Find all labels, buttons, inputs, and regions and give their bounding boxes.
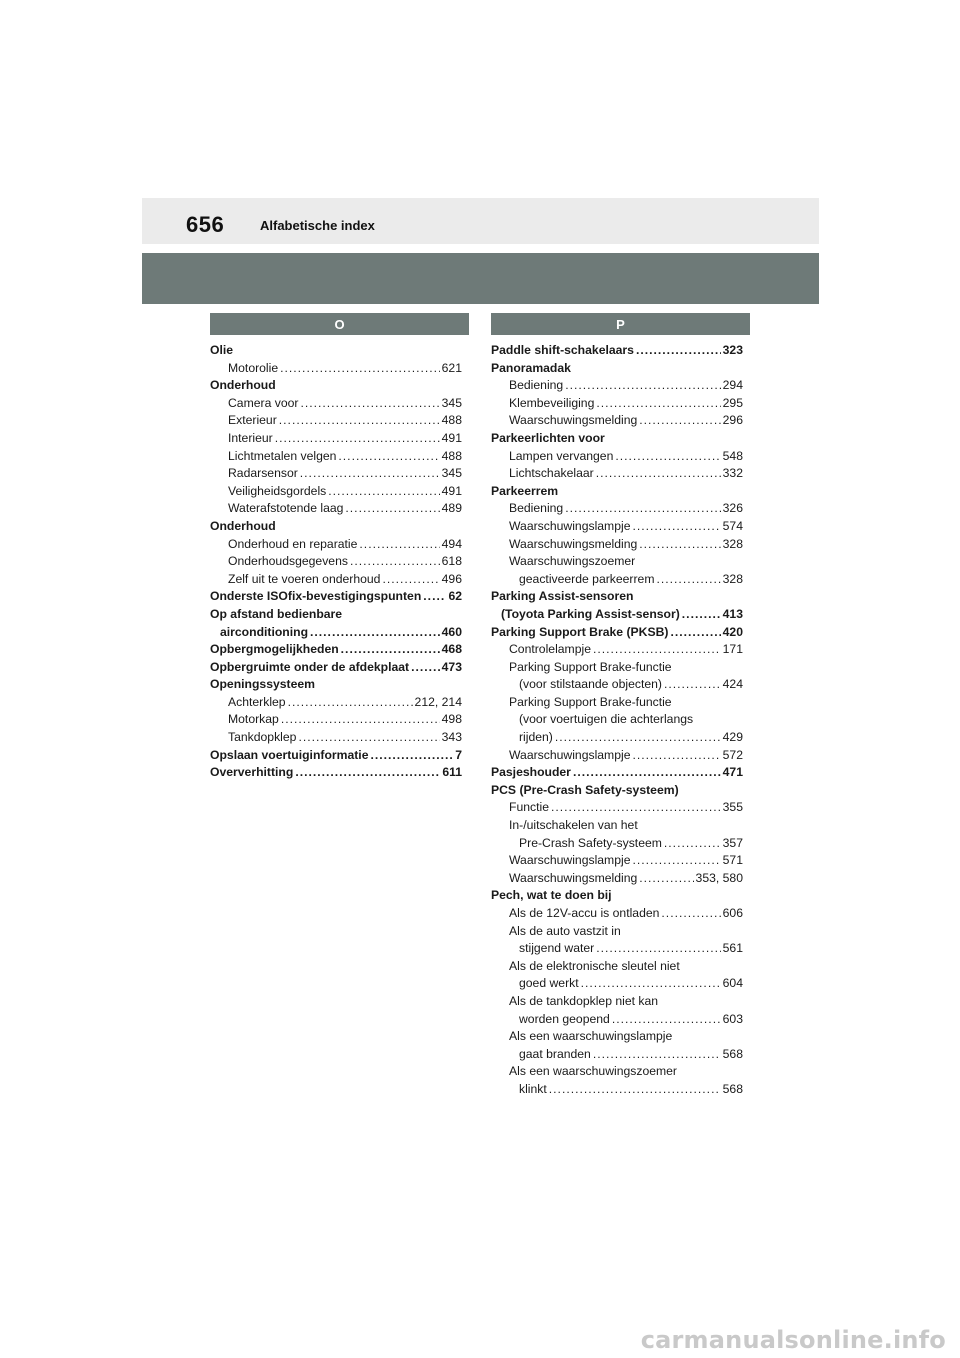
index-entry [491,430,743,448]
index-entry [491,518,743,536]
entry-text: Klembeveiliging [509,395,595,410]
index-entry [491,1028,743,1046]
index-entry [491,1011,743,1029]
dot-leader [298,729,439,747]
entry-text: Als een waarschuwingslampje [509,1029,673,1044]
entry-page-number: 332 [722,466,743,481]
dot-leader [328,483,439,501]
entry-page-number: 7 [455,747,462,762]
entry-page-number: 62 [448,589,462,604]
entry-text: rijden) [519,730,553,745]
entry-page-number: 345 [441,466,462,481]
entry-text: Waarschuwingslampje [509,747,631,762]
entry-text: Bediening [509,501,564,516]
index-entry [491,342,743,360]
index-entry [210,518,462,536]
dot-leader [300,465,440,483]
letter-heading-p: P [491,313,750,335]
entry-text: Parking Assist-sensoren [491,589,634,604]
dot-leader [345,500,439,518]
index-entry [210,448,462,466]
entry-text: Pasjeshouder [491,765,571,780]
dot-leader [632,747,720,765]
entry-text: Parking Support Brake-functie [509,694,672,709]
index-entry [491,360,743,378]
entry-page-number: 604 [722,976,743,991]
dot-leader [341,641,440,659]
dot-leader [370,747,453,765]
index-entry [491,465,743,483]
index-entry [210,694,462,712]
dot-leader [573,764,721,782]
index-entry [491,887,743,905]
index-entry [491,782,743,800]
entry-page-number: 424 [722,677,743,692]
entry-page-number: 571 [722,853,743,868]
entry-page-number: 355 [722,800,743,815]
entry-page-number: 295 [722,395,743,410]
index-entry [210,588,462,606]
dot-leader [350,553,440,571]
entry-text: Waarschuwingsmelding [509,870,638,885]
dot-leader [596,465,721,483]
index-entry [210,711,462,729]
entry-text: Exterieur [228,413,277,428]
entry-text: Opbergmogelijkheden [210,642,339,657]
dot-leader [549,1081,721,1099]
entry-page-number: 171 [722,642,743,657]
entry-text: Parking Support Brake (PKSB) [491,624,669,639]
entry-page-number: 621 [441,360,462,375]
dot-leader [310,624,440,642]
index-entry [491,395,743,413]
dot-leader [411,659,440,677]
index-entry [210,536,462,554]
entry-text: geactiveerde parkeerrem [519,571,655,586]
index-entry [491,729,743,747]
entry-text: Bediening [509,378,564,393]
letter-heading-o: O [210,313,469,335]
entry-page-number: 491 [441,430,462,445]
index-entry [491,659,743,677]
entry-page-number: 603 [722,1011,743,1026]
dot-leader [636,342,721,360]
index-entry [491,412,743,430]
index-entry [491,940,743,958]
entry-page-number: 572 [722,747,743,762]
index-entry [210,729,462,747]
index-entry [491,694,743,712]
index-entry [210,500,462,518]
entry-page-number: 491 [441,483,462,498]
dot-leader [300,395,439,413]
index-entry [210,430,462,448]
dot-leader [423,588,446,606]
index-entry [210,676,462,694]
entry-text: Functie [509,800,549,815]
dot-leader [639,412,720,430]
index-entry [210,483,462,501]
entry-page-number: 568 [722,1046,743,1061]
entry-text: Als de auto vastzit in [509,923,621,938]
page-number: 656 [186,212,225,237]
index-entry [491,905,743,923]
index-entry [491,641,743,659]
entry-text: Lampen vervangen [509,448,614,463]
entry-text: Interieur [228,430,273,445]
entry-page-number: 323 [722,343,743,357]
index-entry [491,923,743,941]
index-entry [210,377,462,395]
index-entry [491,958,743,976]
entry-page-number: 328 [722,571,743,586]
entry-text: Als een waarschuwingszoemer [509,1064,677,1079]
index-entry [491,553,743,571]
dot-leader [596,940,720,958]
entry-page-number: 488 [441,448,462,463]
entry-text: Paddle shift-schakelaars [491,343,634,357]
index-column-p [491,342,743,1099]
entry-text: Pech, wat te doen bij [491,888,612,903]
entry-text: Motorkap [228,712,279,727]
index-entry [210,412,462,430]
entry-text: Waarschuwingsmelding [509,413,638,428]
entry-text: In-/uitschakelen van het [509,818,638,833]
entry-text: airconditioning [220,624,309,639]
index-entry [491,870,743,888]
entry-text: Waarschuwingslampje [509,518,631,533]
index-entry [491,500,743,518]
entry-text: Lichtschakelaar [509,466,594,481]
dot-leader [632,518,720,536]
entry-page-number: 296 [722,413,743,428]
entry-text: worden geopend [519,1011,610,1026]
dot-leader [615,448,720,466]
entry-page-number: 468 [441,642,462,657]
entry-page-number: 498 [441,712,462,727]
entry-page-number: 353, 580 [695,870,743,885]
index-entry [210,641,462,659]
index-entry [491,624,743,642]
entry-text: (Toyota Parking Assist-sensor) [501,606,680,621]
entry-text: Radarsensor [228,466,298,481]
entry-text: Veiligheidsgordels [228,483,327,498]
entry-text: Olie [210,343,234,357]
entry-text: klinkt [519,1081,547,1096]
entry-text: Openingssysteem [210,677,315,692]
index-entry [210,465,462,483]
index-entry [491,1046,743,1064]
index-entry [491,835,743,853]
entry-text: Opbergruimte onder de afdekplaat [210,659,410,674]
index-entry [491,483,743,501]
index-entry [491,588,743,606]
dot-leader [281,711,440,729]
decorative-band [142,253,819,304]
entry-page-number: 473 [441,659,462,674]
entry-text: Zelf uit te voeren onderhoud [228,571,381,586]
index-entry [210,571,462,589]
entry-text: (voor voertuigen die achterlangs [519,712,694,727]
dot-leader [280,360,440,378]
entry-page-number: 548 [722,448,743,463]
header-bar [142,198,819,244]
index-entry [210,606,462,624]
index-entry [491,993,743,1011]
entry-text: Waarschuwingsmelding [509,536,638,551]
entry-text: Op afstand bedienbare [210,606,343,621]
entry-page-number: 420 [722,624,743,639]
dot-leader [661,905,720,923]
dot-leader [288,694,413,712]
entry-page-number: 496 [441,571,462,586]
index-entry [491,571,743,589]
section-title: Alfabetische index [260,218,375,233]
entry-page-number: 326 [722,501,743,516]
entry-text: Waarschuwingszoemer [509,554,636,569]
dot-leader [338,448,439,466]
dot-leader [382,571,439,589]
index-entry [210,624,462,642]
index-entry [210,747,462,765]
entry-text: goed werkt [519,976,579,991]
entry-text: Camera voor [228,395,299,410]
entry-text: gaat branden [519,1046,591,1061]
dot-leader [664,835,721,853]
dot-leader [639,536,720,554]
dot-leader [612,1011,721,1029]
entry-text: Parkeerrem [491,483,559,498]
index-entry [491,1063,743,1081]
entry-page-number: 618 [441,554,462,569]
watermark: carmanualsonline.info [640,1326,946,1354]
entry-page-number: 471 [722,765,743,780]
dot-leader [593,641,721,659]
index-entry [491,852,743,870]
dot-leader [632,852,720,870]
entry-page-number: 460 [441,624,462,639]
index-entry [491,606,743,624]
entry-text: Parking Support Brake-functie [509,659,672,674]
entry-text: Controlelampje [509,642,591,657]
index-column-o [210,342,462,782]
dot-leader [670,624,720,642]
entry-text: Tankdopklep [228,730,297,745]
entry-page-number: 568 [722,1081,743,1096]
index-entry [210,360,462,378]
entry-text: Panoramadak [491,360,571,375]
entry-page-number: 343 [441,730,462,745]
dot-leader [275,430,440,448]
index-entry [210,342,462,360]
index-entry [210,764,462,782]
dot-leader [682,606,721,624]
entry-text: Onderhoud en reparatie [228,536,358,551]
index-entry [210,659,462,677]
dot-leader [551,799,721,817]
index-entry [491,711,743,729]
dot-leader [664,676,721,694]
index-entry [210,553,462,571]
index-entry [491,764,743,782]
entry-page-number: 212, 214 [414,694,462,709]
entry-text: Opslaan voertuiginformatie [210,747,369,762]
entry-page-number: 606 [722,906,743,920]
index-entry [491,676,743,694]
entry-page-number: 413 [722,606,743,621]
entry-page-number: 328 [722,536,743,551]
entry-page-number: 574 [722,518,743,533]
entry-page-number: 294 [722,378,743,393]
dot-leader [565,500,720,518]
index-entry [491,975,743,993]
entry-page-number: 561 [722,941,743,956]
dot-leader [359,536,439,554]
entry-text: Als de elektronische sleutel niet [509,958,680,973]
entry-page-number: 488 [441,413,462,428]
index-entry [491,817,743,835]
entry-text: stijgend water [519,941,595,956]
dot-leader [295,764,440,782]
entry-page-number: 494 [441,536,462,551]
entry-text: Onderhoudsgegevens [228,554,348,569]
entry-text: Achterklep [228,694,286,709]
dot-leader [581,975,721,993]
dot-leader [639,870,693,888]
entry-text: Onderhoud [210,518,276,533]
entry-text: Motorolie [228,360,279,375]
page-footer [0,1326,960,1358]
entry-text: Oververhitting [210,765,294,780]
index-entry [491,1081,743,1099]
dot-leader [279,412,440,430]
dot-leader [565,377,720,395]
entry-page-number: 429 [722,730,743,745]
entry-text: Waterafstotende laag [228,501,344,516]
entry-text: Waarschuwingslampje [509,853,631,868]
index-entry [491,536,743,554]
entry-text: Als de 12V-accu is ontladen [509,906,660,920]
dot-leader [593,1046,721,1064]
entry-text: Als de tankdopklep niet kan [509,993,659,1008]
entry-page-number: 489 [441,501,462,516]
entry-text: Pre-Crash Safety-systeem [519,835,662,850]
index-entry [491,377,743,395]
index-entry [491,747,743,765]
dot-leader [596,395,720,413]
entry-text: Onderhoud [210,378,276,393]
entry-text: (voor stilstaande objecten) [519,677,662,692]
index-entry [210,395,462,413]
entry-page-number: 611 [442,765,462,780]
entry-text: Parkeerlichten voor [491,430,605,445]
dot-leader [555,729,721,747]
index-entry [491,799,743,817]
entry-text: Lichtmetalen velgen [228,448,337,463]
entry-page-number: 357 [722,835,743,850]
entry-text: Onderste ISOfix-bevestigingspunten [210,589,422,604]
entry-page-number: 345 [441,395,462,410]
index-entry [491,448,743,466]
entry-text: PCS (Pre-Crash Safety-systeem) [491,782,679,797]
dot-leader [657,571,721,589]
